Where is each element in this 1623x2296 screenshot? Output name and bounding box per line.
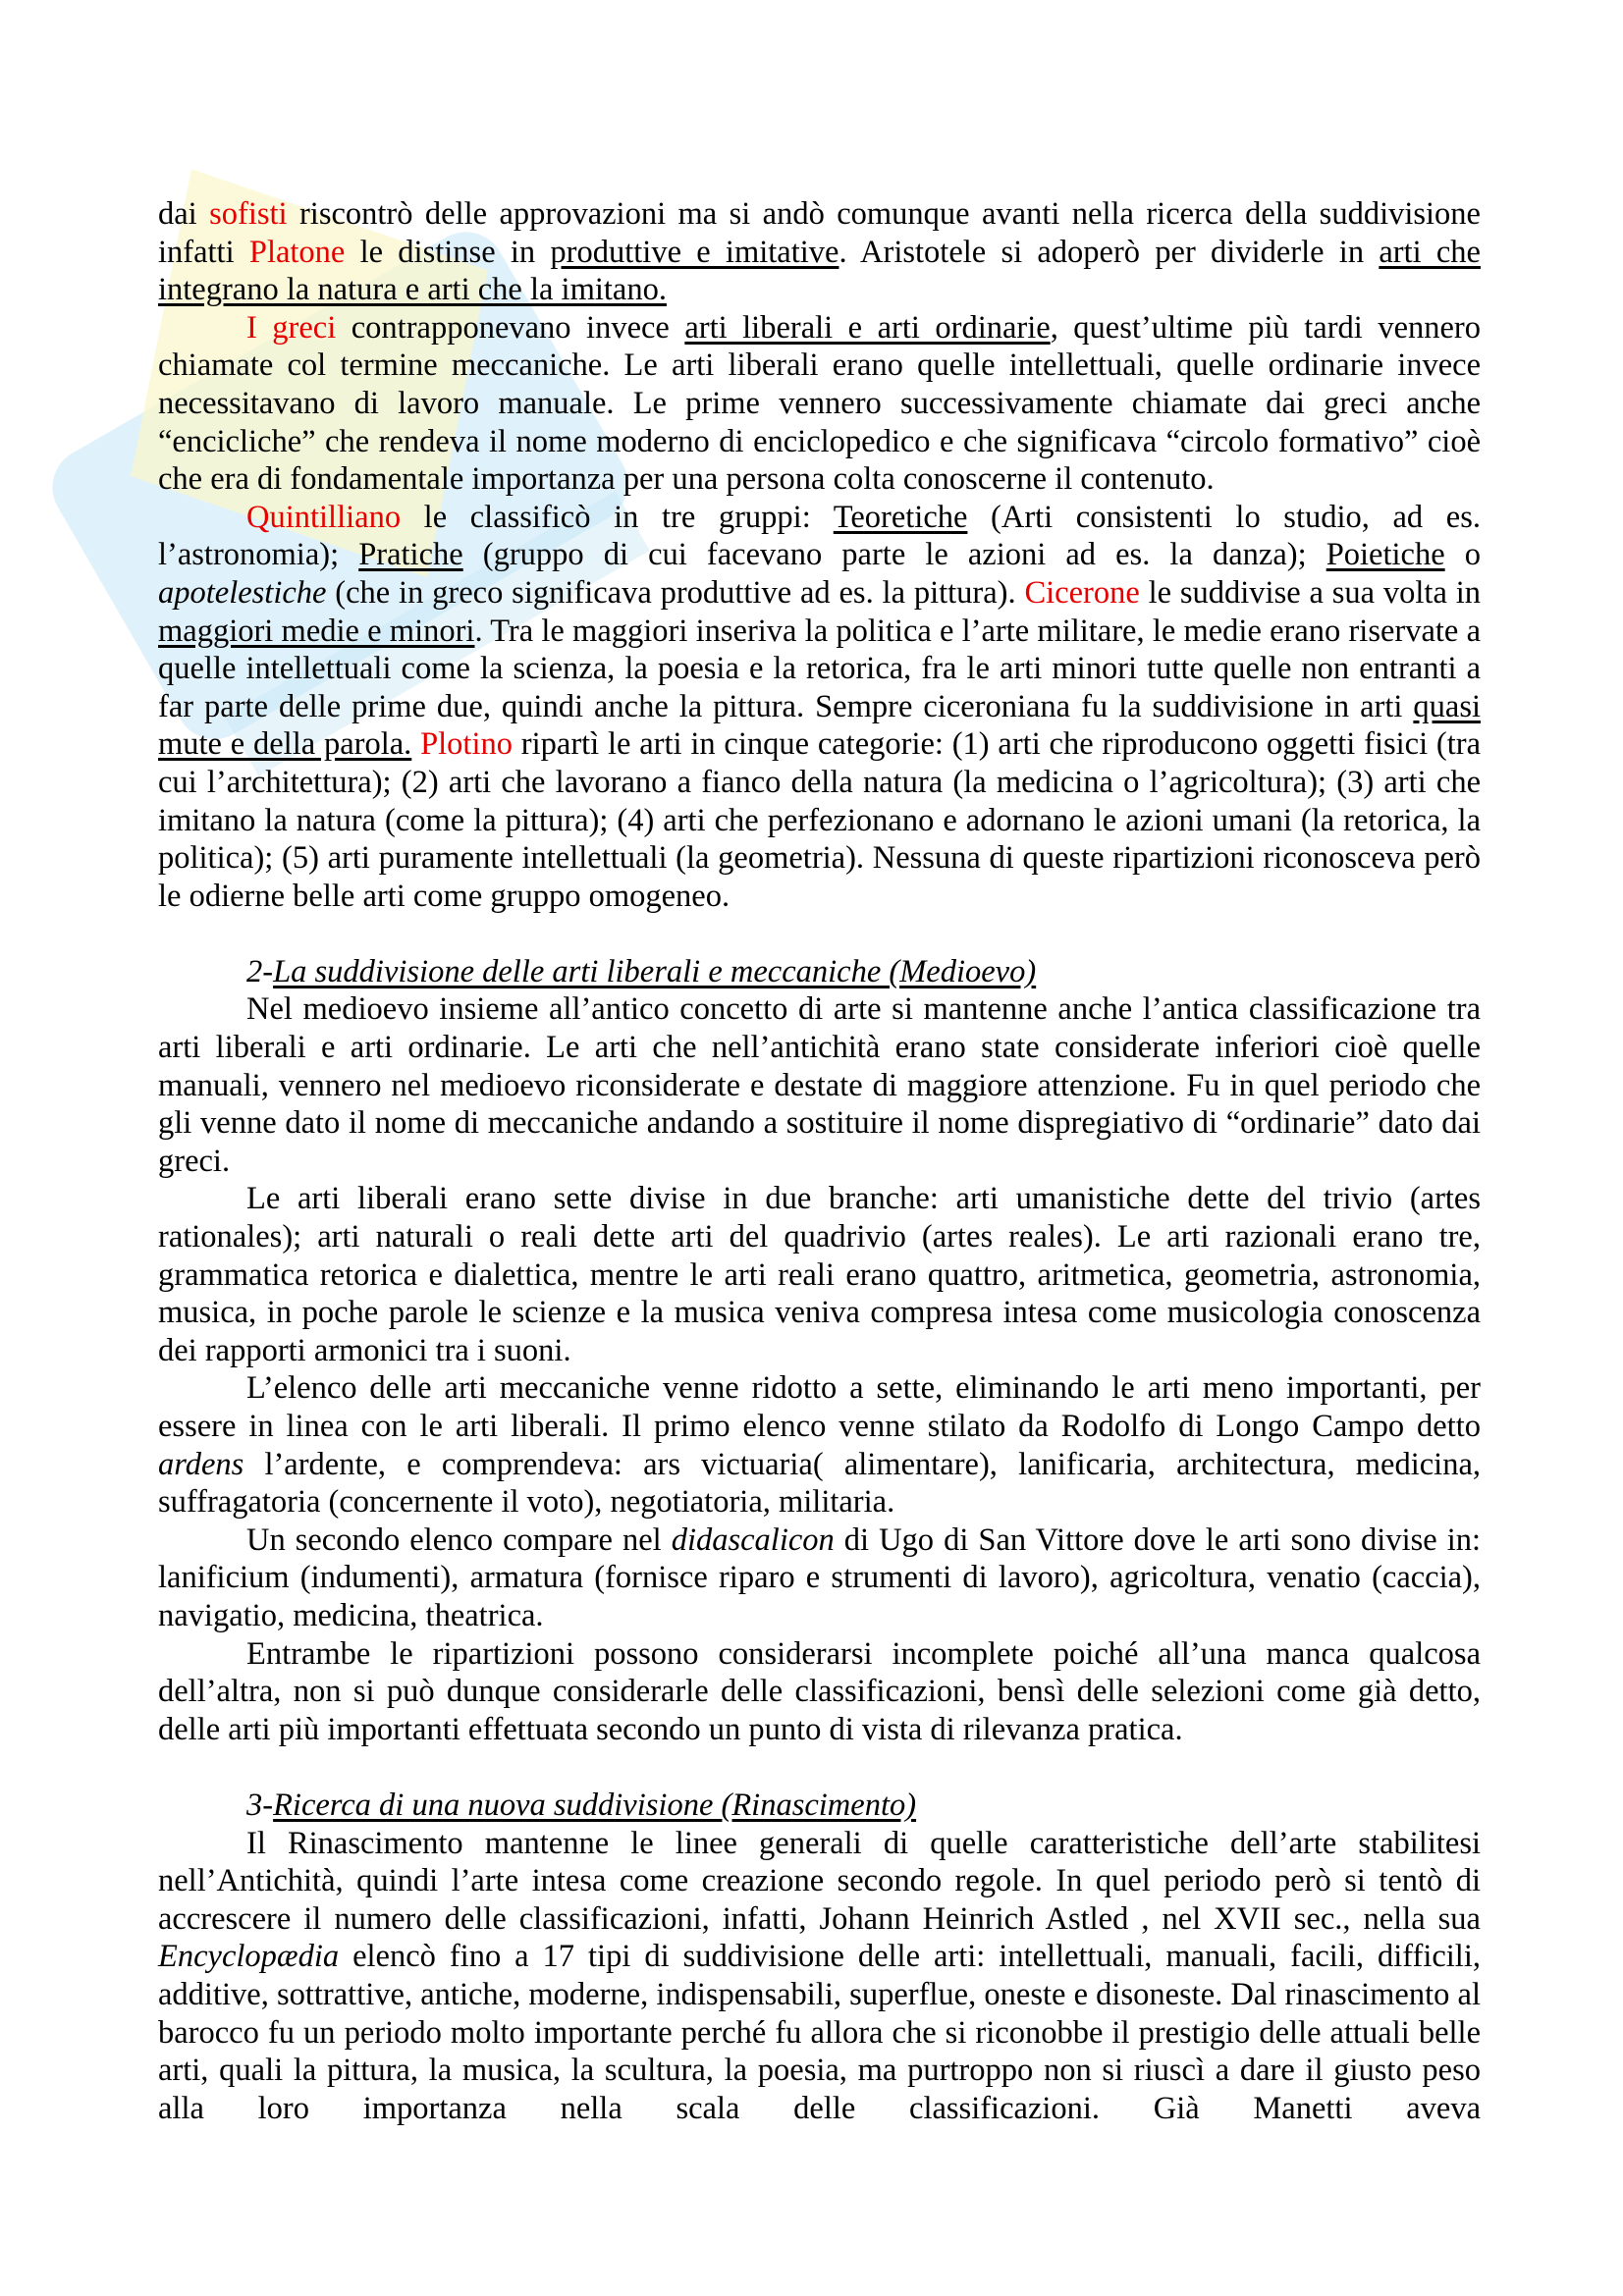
highlighted-name: Quintilliano	[246, 499, 402, 535]
underlined-text: produttive e imitative	[550, 234, 839, 270]
italic-text: 2-	[246, 953, 274, 989]
paragraph	[158, 309, 1481, 499]
underlined-text: Ricerca di una nuova suddivisione (Rinascimento)	[273, 1787, 917, 1823]
underlined-text: arti che integrano la natura e arti che la imitano.	[158, 234, 1481, 308]
paragraph	[158, 195, 1481, 309]
italic-text: apotelestiche	[158, 574, 327, 611]
paragraph	[158, 1180, 1481, 1369]
underlined-text: Teoretiche	[833, 499, 968, 535]
text-run: di Ugo di San Vittore dove le arti sono divise in: lanificium (indumenti), armatura (fornisce riparo e strumenti di lavoro), agricoltura, venatio (caccia), navigatio, medicina, theatrica.	[158, 1522, 1482, 1633]
italic-text: Encyclopædia	[158, 1939, 340, 1975]
text-run: (gruppo di cui facevano parte le azioni ad es. la danza);	[462, 537, 1326, 573]
underlined-text: arti liberali e arti ordinarie	[684, 309, 1051, 346]
text-run: le distinse in	[345, 234, 551, 270]
highlighted-name: sofisti	[209, 196, 288, 232]
text-run: l’ardente, e comprendeva: ars victuaria( alimentare), lanificaria, architectura, medicina, suffragatoria (concernente il voto), negotiatoria, militaria.	[158, 1446, 1481, 1521]
text-run: L’elenco delle arti meccaniche venne ridotto a sette, eliminando le arti meno importanti, per essere in linea con le arti liberali. Il primo elenco venne stilato da Rodolfo di Longo Campo detto	[158, 1370, 1481, 1444]
paragraph	[158, 990, 1481, 1180]
highlighted-name: Platone	[248, 234, 346, 270]
highlighted-name: Cicerone	[1024, 574, 1140, 611]
italic-text: didascalicon	[671, 1522, 835, 1558]
text-run: o	[1444, 537, 1481, 573]
underlined-text: Poietiche	[1325, 537, 1445, 573]
text-run: le suddivise a sua volta in	[1139, 574, 1481, 611]
highlighted-name: Plotino	[420, 726, 513, 763]
paragraph	[158, 499, 1481, 916]
paragraph	[158, 1369, 1481, 1521]
text-run: Un secondo elenco compare nel	[246, 1522, 672, 1558]
text-run: ripartì le arti in cinque categorie: (1) arti che riproducono oggetti fisici (tra cui l’architettura); (2) arti che lavorano a fianco della natura (la medicina o l’agricoltura); (3) arti che imitano la natura (come la pittura); (4) arti che perfezionano e adornano le azioni umani (la retorica, la politica); (5) arti puramente intellettuali (la geometria). Nessuna di queste ripartizioni riconosceva però le odierne belle arti come gruppo omogeneo.	[158, 726, 1481, 914]
underlined-text: quasi mute e della parola.	[158, 688, 1481, 763]
text-run: contrapponevano invece	[336, 309, 685, 346]
highlighted-name: I greci	[246, 309, 337, 346]
text-run: . Aristotele si adoperò per dividerle in	[839, 234, 1380, 270]
text-run: riscontrò delle approvazioni ma si andò comunque avanti nella ricerca della suddivisione infatti	[158, 196, 1481, 270]
italic-text: 3-	[246, 1787, 274, 1823]
text-run: (Arti consistenti lo studio, ad es. l’astronomia);	[158, 499, 1481, 573]
paragraph	[158, 1522, 1481, 1635]
paragraph	[158, 1635, 1481, 1749]
italic-text: ardens	[158, 1446, 244, 1482]
paragraph	[158, 1825, 1481, 2128]
text-run: Entrambe le ripartizioni possono considerarsi incomplete poiché all’una manca qualcosa dell’altra, non si può dunque considerarle delle classificazioni, bensì delle selezioni come già detto, delle arti più importanti effettuata secondo un punto di vista di rilevanza pratica.	[158, 1635, 1481, 1747]
text-run: Le arti liberali erano sette divise in due branche: arti umanistiche dette del trivio (artes rationales); arti naturali o reali dette arti del quadrivio (artes reales). Le arti razionali erano tre, grammatica retorica e dialettica, mentre le arti reali erano quattro, aritmetica, geometria, astronomia, musica, in poche parole le scienze e la musica veniva compresa intesa come musicologia conoscenza dei rapporti armonici tra i suoni.	[158, 1181, 1481, 1368]
text-run: , quest’ultime più tardi vennero chiamate col termine meccaniche. Le arti liberali erano quelle intellettuali, quelle ordinarie invece necessitavano di lavoro manuale. Le prime vennero successivamente chiamate dai greci anche “encicliche” che rendeva il nome moderno di enciclopedico e che significava “circolo formativo” cioè che era di fondamentale importanza per una persona colta conoscerne il contenuto.	[158, 309, 1481, 498]
text-run: (che in greco significava produttive ad es. la pittura).	[326, 574, 1025, 611]
underlined-text: La suddivisione delle arti liberali e meccaniche (Medioevo)	[273, 953, 1037, 989]
text-run: . Tra le maggiori inseriva la politica e l’arte militare, le medie erano riservate a quelle intellettuali come la scienza, la poesia e la retorica, fra le arti minori tutte quelle non entranti a far parte delle prime due, quindi anche la pittura. Sempre ciceroniana fu la suddivisione in arti	[158, 613, 1481, 724]
underlined-text: maggiori medie e minori	[158, 613, 475, 649]
text-run: le classificò in tre gruppi:	[401, 499, 834, 535]
underlined-text: Pratiche	[358, 537, 463, 573]
text-run: Il Rinascimento mantenne le linee generali di quelle caratteristiche dell’arte stabilitesi nell’Antichità, quindi l’arte intesa come creazione secondo regole. In quel periodo però si tentò di accrescere il numero delle classificazioni, infatti, Johann Heinrich Astled , nel XVII sec., nella sua	[158, 1825, 1481, 1937]
section-heading	[158, 1787, 1481, 1825]
text-run: elencò fino a 17 tipi di suddivisione delle arti: intellettuali, manuali, facili, difficili, additive, sottrattive, antiche, moderne, indispensabili, superflue, oneste e disoneste. Dal rinascimento al barocco fu un periodo molto importante perché fu allora che si riconobbe il prestigio delle attuali belle arti, quali la pittura, la musica, la scultura, la poesia, ma purtroppo non si riuscì a dare il giusto peso alla loro importanza nella scala delle classificazioni. Già Manetti aveva	[158, 1939, 1481, 2126]
text-run: Nel medioevo insieme all’antico concetto di arte si mantenne anche l’antica classificazione tra arti liberali e arti ordinarie. Le arti che nell’antichità erano state considerate inferiori cioè quelle manuali, vennero nel medioevo riconsiderate e destate di maggiore attenzione. Fu in quel periodo che gli venne dato il nome di meccaniche andando a sostituire il nome dispregiativo di “ordinarie” dato dai greci.	[158, 991, 1481, 1179]
text-run: dai	[158, 196, 210, 232]
document-page	[158, 195, 1481, 2127]
text-run	[411, 726, 420, 762]
section-heading	[158, 953, 1481, 991]
